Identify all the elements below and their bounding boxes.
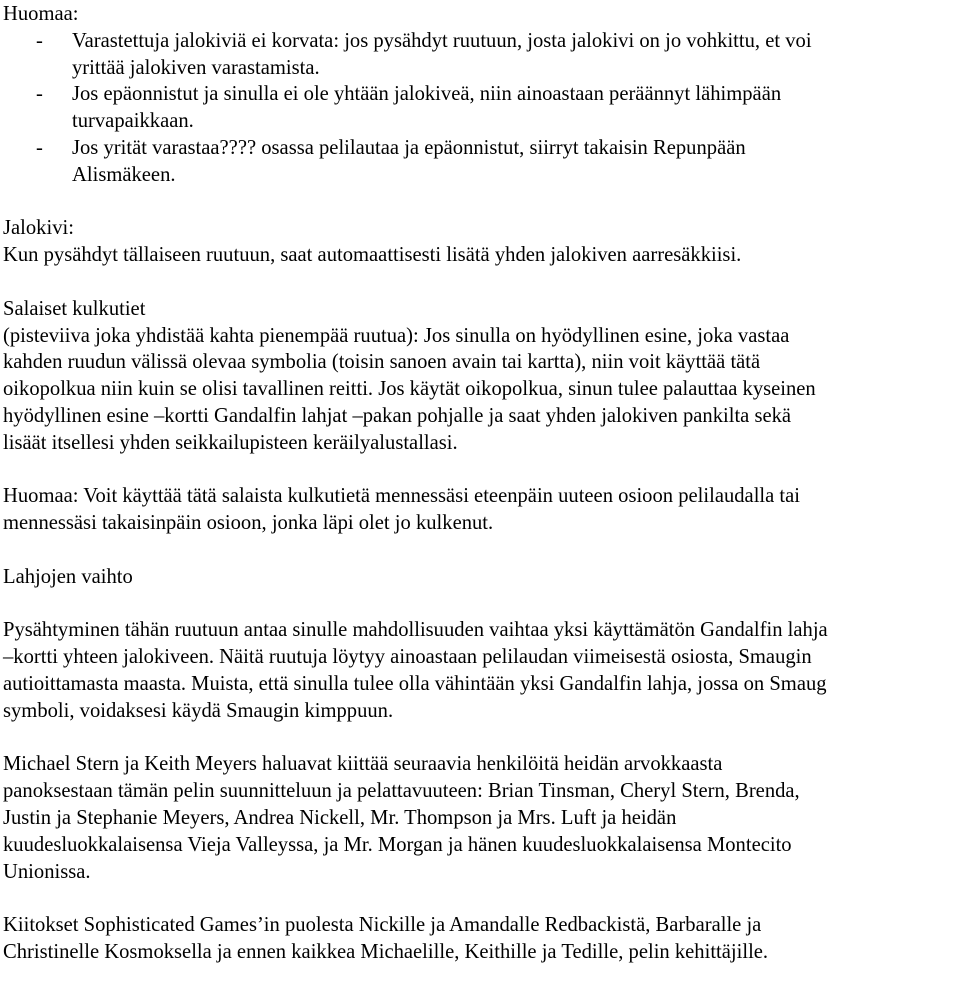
spacer <box>3 885 958 912</box>
bullet-continuation: yrittää jalokiven varastamista. <box>72 56 320 79</box>
paragraph-line: kahden ruudun välissä olevaa symbolia (toisin sanoen avain tai kartta), niin voit käyttää tätä <box>3 351 761 374</box>
note-paragraph <box>3 483 958 537</box>
paragraph-line: Huomaa: Voit käyttää tätä salaista kulkutietä mennessäsi eteenpäin uuteen osioon pelilaudalla tai <box>3 485 801 508</box>
bullet-text: Jos epäonnistut ja sinulla ei ole yhtään jalokiveä, niin ainoastaan peräännyt lähimpään <box>72 83 782 106</box>
thanks-paragraph <box>3 912 958 966</box>
bullet-continuation: turvapaikkaan. <box>72 110 194 133</box>
spacer <box>3 189 958 216</box>
paragraph-line: (pisteviiva joka yhdistää kahta pienempää ruutua): Jos sinulla on hyödyllinen esine, joka vastaa <box>3 324 790 347</box>
paragraph-line: Unionissa. <box>3 860 91 883</box>
gift-exchange-section <box>3 564 958 725</box>
jalokivi-section <box>3 215 958 269</box>
bullet-continuation: Alismäkeen. <box>72 163 176 186</box>
bullet-dash: - <box>36 29 43 52</box>
spacer <box>3 457 958 484</box>
bullet-text: Varastettuja jalokiviä ei korvata: jos pysähdyt ruutuun, josta jalokivi on jo vohkittu, et voi <box>72 29 812 52</box>
paragraph-line: oikopolkua niin kuin se olisi tavallinen reitti. Jos käytät oikopolkua, sinun tulee palauttaa kyseinen <box>3 378 816 401</box>
spacer <box>3 269 958 296</box>
paragraph-line: Christinelle Kosmoksella ja ennen kaikkea Michaelille, Keithille ja Tedille, pelin kehittäjille. <box>3 940 769 963</box>
paragraph-line: Michael Stern ja Keith Meyers haluavat kiittää seuraavia henkilöitä heidän arvokkaasta <box>3 753 723 776</box>
paragraph-line: kuudesluokkalaisensa Vieja Valleyssa, ja Mr. Morgan ja hänen kuudesluokkalaisensa Montecito <box>3 833 792 856</box>
note-heading: Huomaa: <box>3 3 79 25</box>
note-section <box>3 1 958 189</box>
bullet-item <box>3 81 958 108</box>
jalokivi-text: Kun pysähdyt tällaiseen ruutuun, saat automaattisesti lisätä yhden jalokiven aarresäkkiisi. <box>3 244 742 267</box>
bullet-text: Jos yrität varastaa???? osassa pelilautaa ja epäonnistut, siirryt takaisin Repunpään <box>72 136 746 159</box>
spacer <box>3 591 958 618</box>
bullet-dash: - <box>36 136 43 159</box>
paragraph-line: autioittamasta maasta. Muista, että sinulla tulee olla vähintään yksi Gandalfin lahja, jossa on Smaug <box>3 672 827 695</box>
paragraph-line: –kortti yhteen jalokiveen. Näitä ruutuja löytyy ainoastaan pelilaudan viimeisestä osiosta, Smaugin <box>3 646 812 669</box>
secret-paths-heading: Salaiset kulkutiet <box>3 297 146 320</box>
credits-paragraph <box>3 751 958 885</box>
spacer <box>3 537 958 564</box>
secret-paths-section <box>3 296 958 457</box>
paragraph-line: hyödyllinen esine –kortti Gandalfin lahjat –pakan pohjalle ja saat yhden jalokiven pankilta sekä <box>3 404 792 427</box>
gift-exchange-heading: Lahjojen vaihto <box>3 565 133 588</box>
document <box>3 1 958 966</box>
bullet-item <box>3 28 958 55</box>
paragraph-line: lisäät itsellesi yhden seikkailupisteen keräilyalustallasi. <box>3 431 458 454</box>
jalokivi-heading: Jalokivi: <box>3 217 74 240</box>
paragraph-line: symboli, voidaksesi käydä Smaugin kimppuun. <box>3 699 394 722</box>
paragraph-line: Pysähtyminen tähän ruutuun antaa sinulle mahdollisuuden vaihtaa yksi käyttämätön Gandalfin lahja <box>3 619 828 642</box>
spacer <box>3 725 958 752</box>
paragraph-line: panoksestaan tämän pelin suunnitteluun ja pelattavuuteen: Brian Tinsman, Cheryl Stern, Brenda, <box>3 780 800 803</box>
paragraph-line: Kiitokset Sophisticated Games’in puolesta Nickille ja Amandalle Redbackistä, Barbaralle ja <box>3 914 762 937</box>
paragraph-line: mennessäsi takaisinpäin osioon, jonka läpi olet jo kulkenut. <box>3 512 494 535</box>
paragraph-line: Justin ja Stephanie Meyers, Andrea Nickell, Mr. Thompson ja Mrs. Luft ja heidän <box>3 806 677 829</box>
bullet-dash: - <box>36 83 43 106</box>
bullet-item <box>3 135 958 162</box>
